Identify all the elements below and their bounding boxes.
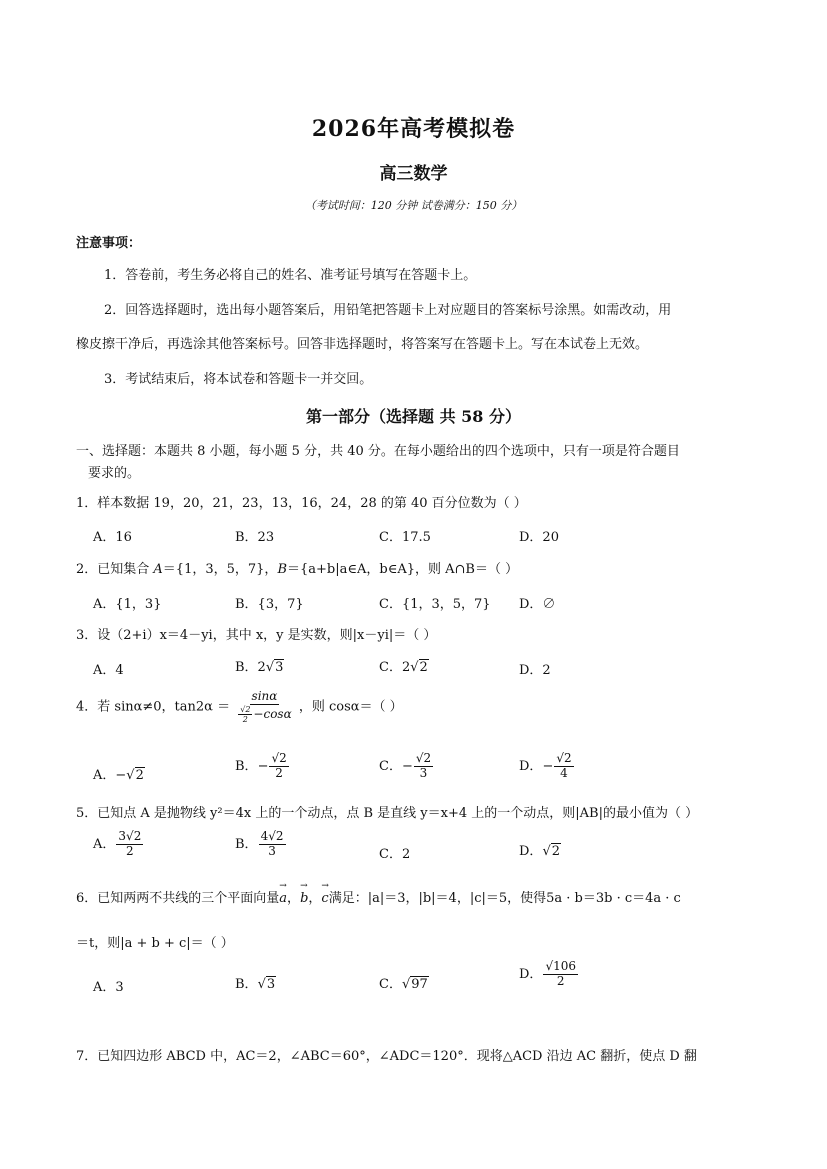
- question-3-option-b: [235, 656, 284, 675]
- question-6-option-d-label: D．: [519, 966, 543, 982]
- question-4-option-a: [93, 764, 145, 783]
- question-3-option-d: D．2: [519, 663, 551, 678]
- question-5-option-d-label: D．: [519, 844, 543, 859]
- fraction-denominator-tail: −cosα: [253, 706, 292, 721]
- minus-sign: −: [401, 758, 413, 774]
- fraction-numerator: sinα: [251, 689, 278, 703]
- question-5-option-b: [235, 830, 287, 859]
- question-6-option-d: [519, 960, 579, 989]
- minus-sign: −: [542, 758, 554, 774]
- sqrt-symbol: √2: [126, 768, 144, 783]
- question-2-option-c: C．{1，3，5，7}: [379, 597, 491, 612]
- exam-title: 2026年高考模拟卷: [311, 116, 516, 142]
- vector-b: → b: [300, 891, 308, 906]
- notice-item-1: 1．答卷前，考生务必将自己的姓名、准考证号填写在答题卡上。: [104, 268, 477, 283]
- question-4-option-a-label: A．: [93, 768, 116, 783]
- question-2-stem-part-e: ＝{a+b|a∈A，b∈A}，则 A∩B＝（ ）: [287, 562, 519, 577]
- half-sqrt2: [238, 705, 252, 724]
- question-4-option-d-label: D．: [519, 758, 543, 774]
- question-3-option-a: A．4: [93, 663, 124, 678]
- question-5-option-a-label: A．: [93, 836, 116, 852]
- question-6-stem-part-b: 满足：|a|＝3，|b|＝4，|c|＝5，使得5a · b＝3b · c＝4a · c: [328, 891, 681, 906]
- sqrt-symbol: √97: [401, 977, 428, 992]
- fraction: [543, 960, 578, 989]
- fraction-denominator: [235, 705, 293, 724]
- minus-sign: −: [115, 768, 127, 783]
- question-6-option-c: [379, 973, 429, 992]
- question-2-set-b: B: [277, 562, 287, 577]
- question-5-option-c: C．2: [379, 847, 411, 862]
- radicand: 97: [411, 977, 428, 992]
- fraction-denominator: 2: [126, 843, 134, 858]
- fraction-denominator: 3: [268, 843, 276, 858]
- radicand: 2: [551, 844, 561, 859]
- question-2-stem-part-a: 2．已知集合: [76, 562, 154, 577]
- question-6-stem-line-2: ＝t，则|a + b + c|＝（ ）: [76, 936, 234, 951]
- section-heading: 第一部分（选择题 共 58 分）: [306, 407, 521, 426]
- question-1-option-a: A．16: [93, 530, 132, 545]
- question-3-stem: 3．设（2+i）x＝4－yi，其中 x，y 是实数，则|x－yi|＝（ ）: [76, 628, 437, 643]
- question-2-stem: [76, 558, 518, 577]
- vector-c: → c: [321, 891, 328, 906]
- question-4-option-c: [379, 752, 434, 781]
- question-2-option-b: B．{3，7}: [235, 597, 304, 612]
- section-instruction-line-1: 一、选择题：本题共 8 小题，每小题 5 分，共 40 分。在每小题给出的四个选项中，只有一项是符合题目: [76, 444, 680, 459]
- fraction-numerator: √2: [556, 751, 572, 765]
- fraction-denominator: 2: [275, 765, 283, 780]
- question-6-stem-part-a: 6．已知两两不共线的三个平面向量: [76, 891, 280, 906]
- notice-item-2-line-1: 2．回答选择题时，选出每小题答案后，用铅笔把答题卡上对应题目的答案标号涂黑。如需改动，用: [104, 303, 672, 318]
- question-6-option-a: A．3: [93, 980, 124, 995]
- section-instruction-line-2: 要求的。: [88, 466, 141, 481]
- fraction: [414, 752, 433, 781]
- question-3-option-c: [379, 656, 429, 675]
- fraction-numerator: √2: [271, 751, 287, 765]
- radicand: 2: [135, 768, 144, 783]
- question-5-stem: 5．已知点 A 是抛物线 y²＝4x 上的一个动点，点 B 是直线 y＝x+4 上的一个动点，则|AB|的最小值为（ ）: [76, 806, 699, 821]
- fraction: [259, 830, 286, 859]
- question-6-option-c-label: C．: [379, 977, 402, 992]
- sqrt-symbol: √2: [542, 844, 561, 859]
- notice-item-2-line-2: 橡皮擦干净后，再选涂其他答案标号。回答非选择题时，将答案写在答题卡上。写在本试卷上无效。: [76, 337, 649, 352]
- question-4-stem-part-b: ，则 cosα＝（ ）: [298, 699, 403, 715]
- question-2-stem-part-c: ＝{1，3，5，7}，: [162, 562, 278, 577]
- question-7-stem: 7．已知四边形 ABCD 中，AC＝2，∠ABC＝60°，∠ADC＝120°．现将△ACD 沿边 AC 翻折，使点 D 翻: [76, 1049, 697, 1064]
- radicand: 2: [419, 660, 428, 675]
- question-1-option-b: B．23: [235, 530, 275, 545]
- question-5-option-b-label: B．: [235, 836, 258, 852]
- notice-heading: 注意事项：: [76, 236, 142, 251]
- question-6-option-b: [235, 973, 276, 992]
- question-5-option-d: [519, 840, 561, 859]
- half-sqrt2-den: 2: [242, 714, 248, 724]
- sqrt-symbol: √2: [410, 660, 428, 675]
- exam-time-info: （考试时间：120 分钟 试卷满分：150 分）: [304, 199, 523, 212]
- fraction: [116, 830, 143, 859]
- fraction-denominator: 4: [560, 765, 568, 780]
- notice-item-3: 3．考试结束后，将本试卷和答题卡一并交回。: [104, 372, 373, 387]
- radicand: 3: [275, 660, 284, 675]
- question-4-option-d: [519, 752, 575, 781]
- question-4-option-c-label: C．: [379, 758, 402, 774]
- fraction-numerator: 4√2: [260, 829, 284, 843]
- question-6-stem-line-1: 6．已知两两不共线的三个平面向量→ a，→ b，→ c满足：|a|＝3，|b|＝4，|c|＝5，使得5a · b＝3b · c＝4a · c: [76, 887, 681, 906]
- question-3-option-b-label: B．2: [235, 660, 266, 675]
- half-sqrt2-num: √2: [240, 704, 251, 714]
- fraction: [269, 752, 288, 781]
- question-1-option-d: D．20: [519, 530, 559, 545]
- question-1-option-c: C．17.5: [379, 530, 431, 545]
- question-2-set-a: A: [153, 562, 163, 577]
- minus-sign: −: [257, 758, 269, 774]
- question-5-option-a: [93, 830, 144, 859]
- question-2-option-a: A．{1，3}: [93, 597, 162, 612]
- fraction-numerator: √106: [545, 959, 576, 973]
- radicand: 3: [266, 977, 276, 992]
- question-4-stem: [76, 690, 403, 724]
- fraction-numerator: √2: [415, 751, 432, 765]
- question-4-stem-part-a: 4．若 sinα≠0，tan2α ＝: [76, 699, 231, 715]
- vector-a: → a: [279, 891, 287, 906]
- question-4-option-b-label: B．: [235, 758, 258, 774]
- fraction-denominator: 3: [419, 765, 428, 780]
- question-4-option-b: [235, 752, 290, 781]
- fraction-denominator: 2: [556, 973, 565, 988]
- exam-subtitle: 高三数学: [379, 164, 448, 184]
- sqrt-symbol: √3: [265, 660, 284, 675]
- question-1-stem: 1．样本数据 19，20，21，23，13，16，24，28 的第 40 百分位数为（ ）: [76, 496, 527, 511]
- question-4-fraction: [235, 690, 293, 724]
- question-6-option-b-label: B．: [235, 977, 258, 992]
- question-2-option-d: D．∅: [519, 597, 556, 612]
- sqrt-symbol: √3: [257, 977, 276, 992]
- question-3-option-c-label: C．2: [379, 660, 411, 675]
- fraction-numerator: 3√2: [118, 829, 142, 843]
- fraction: [554, 752, 573, 781]
